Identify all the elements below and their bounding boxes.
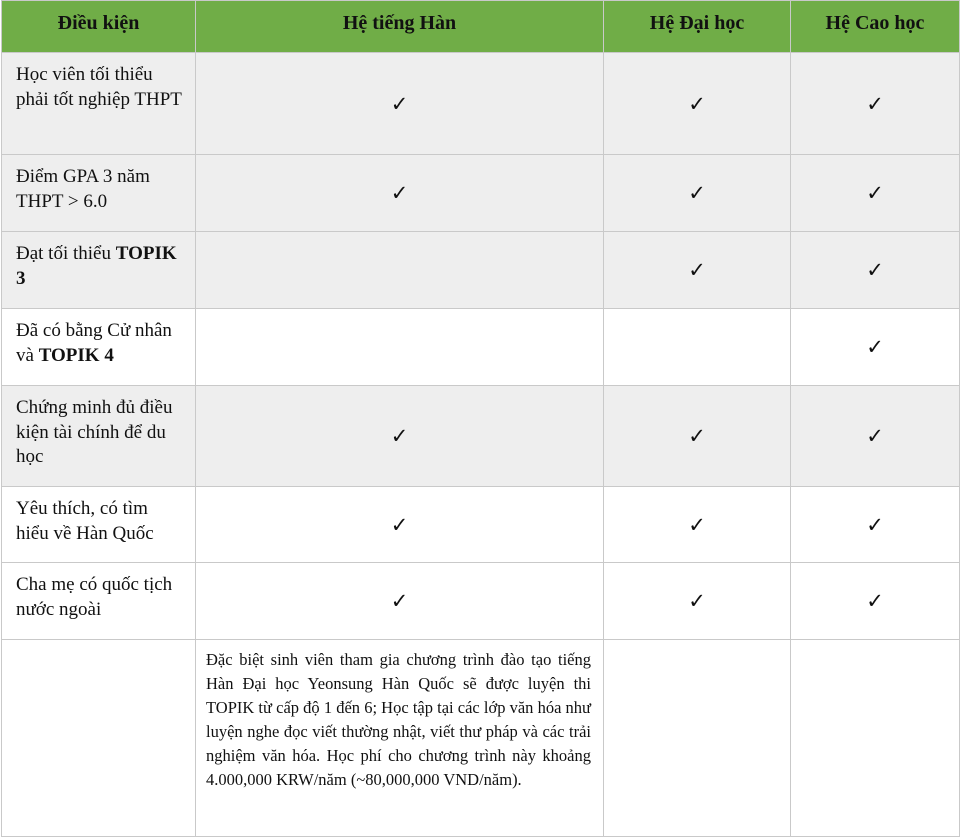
korean-check-cell [196, 232, 604, 309]
university-check-cell [604, 53, 791, 155]
korean-check-cell [196, 386, 604, 487]
empty-cell [2, 640, 196, 837]
check-icon: ✓ [866, 512, 884, 537]
university-check-cell [604, 232, 791, 309]
table-row [2, 155, 960, 232]
condition-cell: Học viên tối thiểu phải tốt nghiệp THPT [2, 53, 196, 155]
check-icon: ✓ [866, 424, 884, 448]
check-icon: ✓ [688, 512, 706, 537]
check-icon: ✓ [390, 91, 409, 116]
condition-cell [2, 309, 196, 386]
check-icon: ✓ [688, 91, 706, 116]
table-body [2, 53, 960, 837]
condition-text-bold: TOPIK 3 [16, 243, 177, 289]
korean-check-cell [196, 309, 604, 386]
university-check-cell [604, 563, 791, 640]
table-row [2, 232, 960, 309]
header-condition: Điều kiện [2, 1, 196, 53]
graduate-check-cell [791, 53, 960, 155]
table-row [2, 309, 960, 386]
graduate-check-cell [791, 487, 960, 563]
check-icon: ✓ [866, 335, 884, 359]
condition-text: Đã có bằng Cử nhân và [16, 320, 172, 366]
university-check-cell [604, 386, 791, 487]
header-university-program: Hệ Đại học [604, 1, 791, 53]
check-icon: ✓ [866, 91, 884, 116]
korean-check-cell [196, 53, 604, 155]
condition-cell: Cha mẹ có quốc tịch nước ngoài [2, 563, 196, 640]
header-graduate-program: Hệ Cao học [791, 1, 960, 53]
program-note: Đặc biệt sinh viên tham gia chương trình đào tạo tiếng Hàn Đại học Yeonsung Hàn Quốc sẽ được luyện thi TOPIK từ cấp độ 1 đến 6; Học tập tại các lớp văn hóa như luyện nghe đọc viết thường nhật, viết thư pháp và các trải nghiệm văn hóa. Học phí cho chương trình này khoảng 4.000,000 KRW/năm (~80,000,000 VND/năm). [196, 640, 604, 837]
university-check-cell [604, 155, 791, 232]
note-row [2, 640, 960, 837]
graduate-check-cell [791, 386, 960, 487]
condition-text: Đạt tối thiểu [16, 243, 116, 264]
check-icon: ✓ [688, 258, 706, 282]
header-korean-program: Hệ tiếng Hàn [196, 1, 604, 53]
check-icon: ✓ [866, 258, 884, 282]
table-row [2, 53, 960, 155]
check-icon: ✓ [390, 424, 409, 448]
check-icon: ✓ [866, 589, 884, 613]
table-row [2, 386, 960, 487]
conditions-table [1, 0, 960, 837]
university-check-cell [604, 487, 791, 563]
condition-cell: Yêu thích, có tìm hiểu về Hàn Quốc [2, 487, 196, 563]
check-icon: ✓ [390, 512, 409, 537]
check-icon: ✓ [390, 181, 409, 205]
empty-cell [604, 640, 791, 837]
check-icon: ✓ [688, 424, 706, 448]
check-icon: ✓ [688, 181, 706, 205]
condition-text-bold: TOPIK 4 [38, 344, 114, 366]
graduate-check-cell [791, 232, 960, 309]
header-row [2, 1, 960, 53]
graduate-check-cell [791, 563, 960, 640]
korean-check-cell [196, 563, 604, 640]
graduate-check-cell [791, 309, 960, 386]
check-icon: ✓ [866, 181, 884, 205]
condition-cell: Điểm GPA 3 năm THPT > 6.0 [2, 155, 196, 232]
table-row [2, 563, 960, 640]
condition-cell: Chứng minh đủ điều kiện tài chính để du học [2, 386, 196, 487]
empty-cell [791, 640, 960, 837]
check-icon: ✓ [390, 589, 409, 613]
university-check-cell [604, 309, 791, 386]
table-row [2, 487, 960, 563]
graduate-check-cell [791, 155, 960, 232]
korean-check-cell [196, 487, 604, 563]
check-icon: ✓ [688, 589, 706, 613]
korean-check-cell [196, 155, 604, 232]
condition-cell [2, 232, 196, 309]
